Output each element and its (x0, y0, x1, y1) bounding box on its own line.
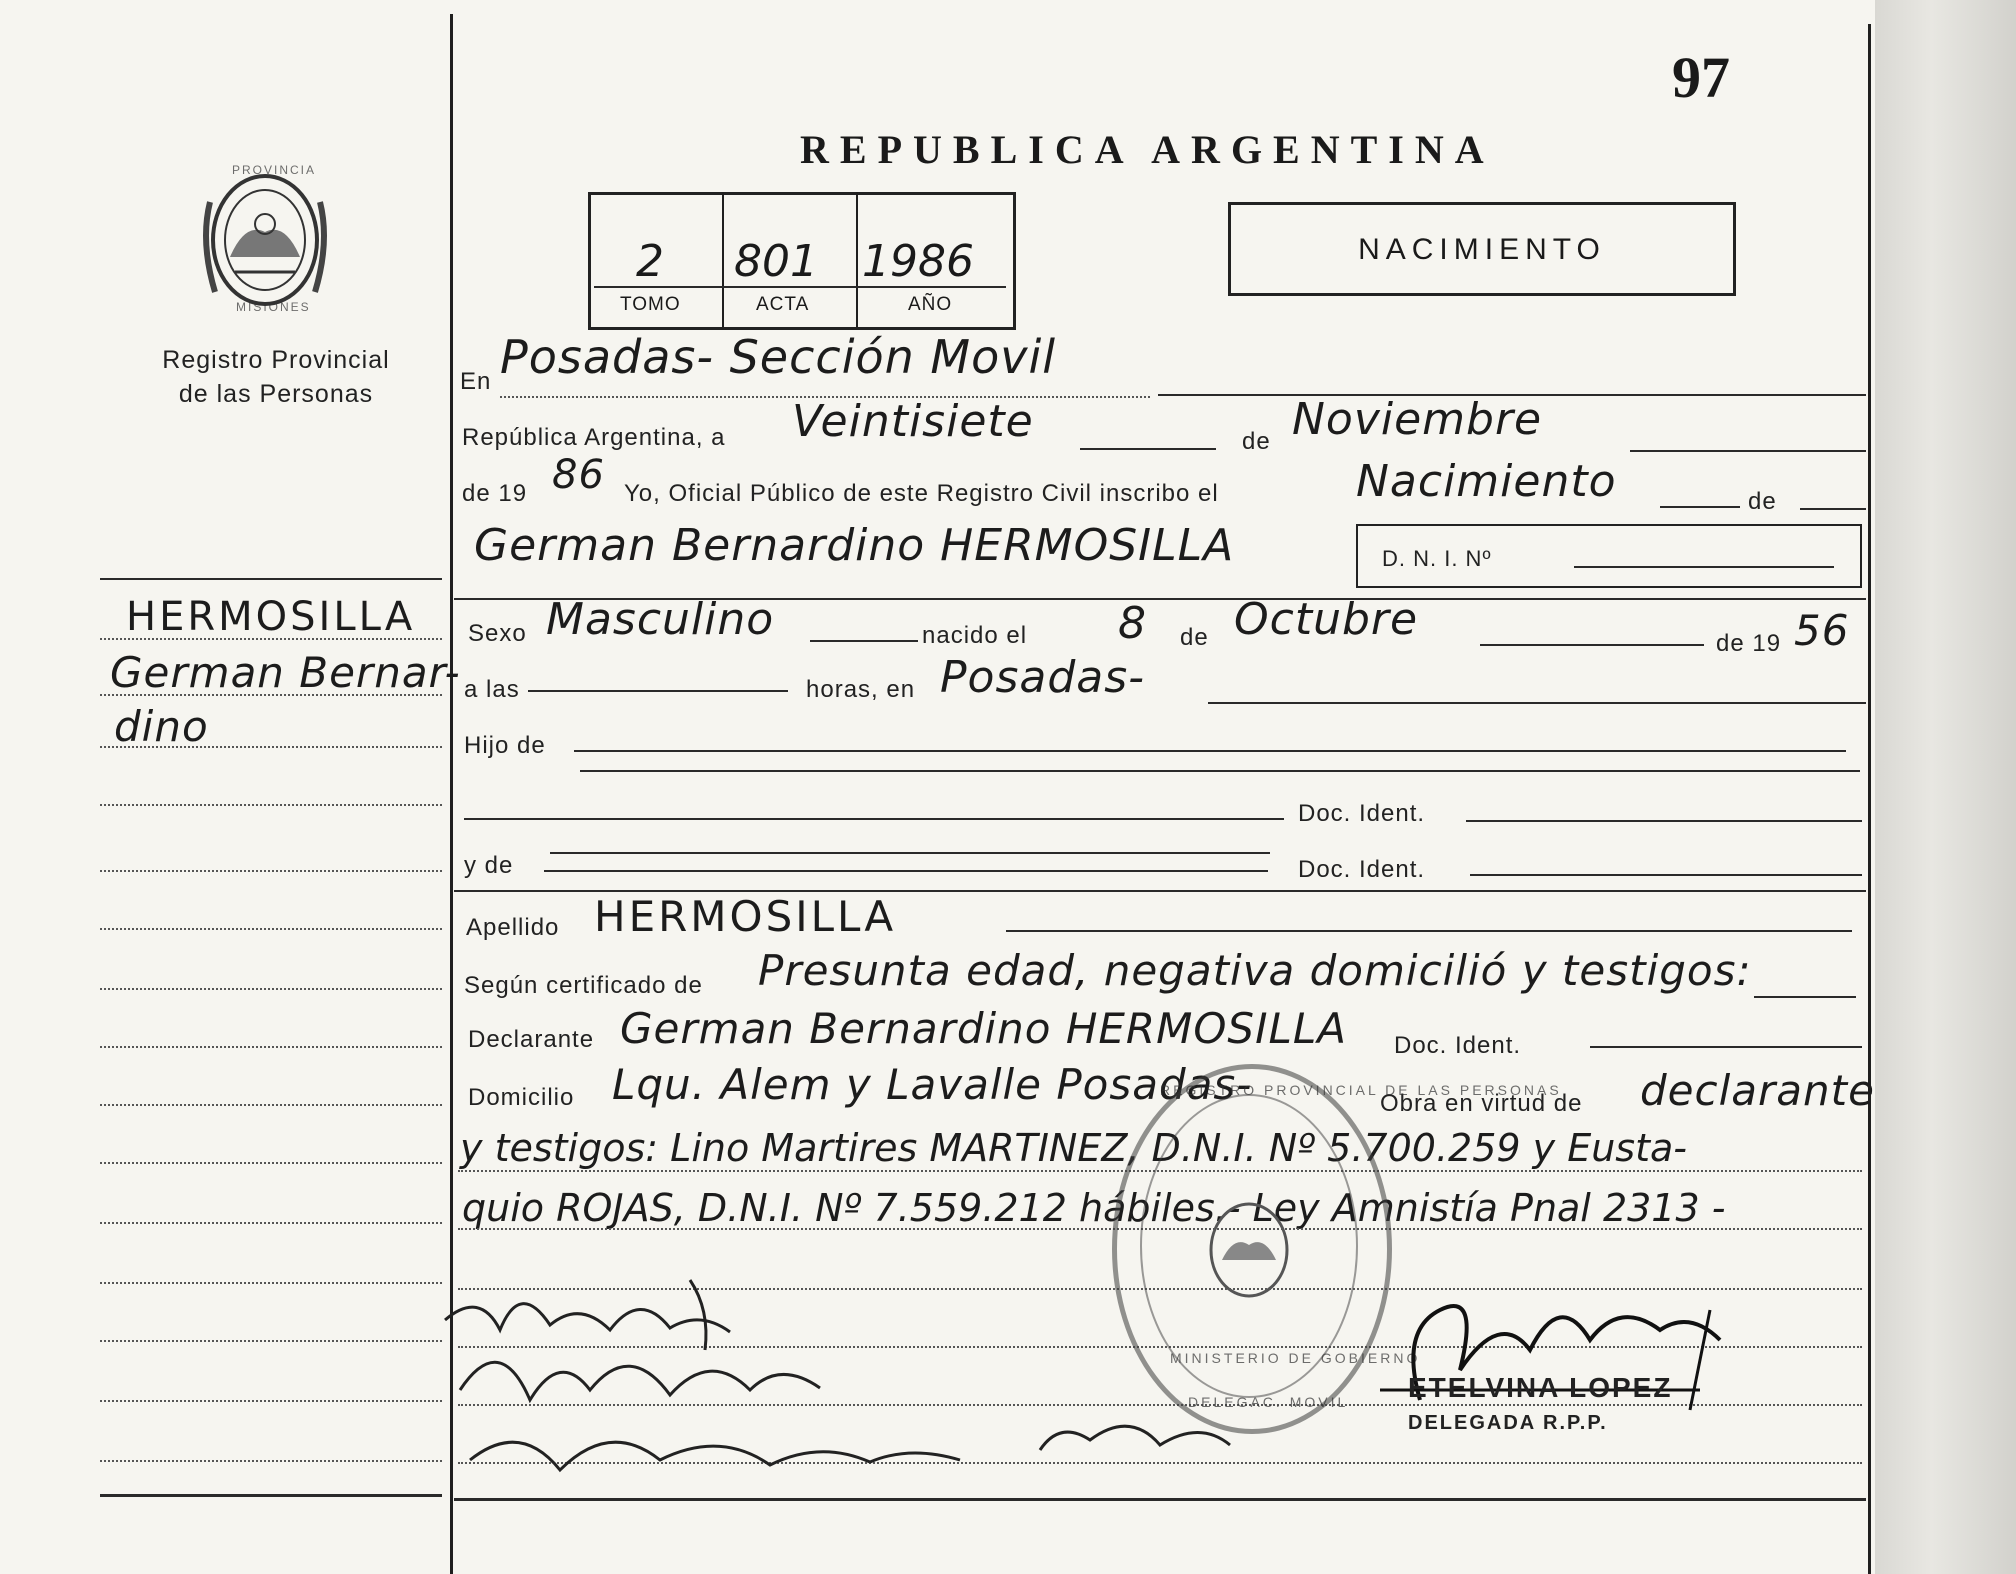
label-declarante: Declarante (468, 1026, 595, 1053)
margin-line (100, 1460, 442, 1462)
label-doc-ident-declarant: Doc. Ident. (1394, 1032, 1522, 1059)
birth-day: 8 (1118, 598, 1147, 649)
margin-line (100, 1046, 442, 1048)
margin-line (100, 870, 442, 872)
margin-bottom-rule (100, 1494, 442, 1497)
label-hijo-de: Hijo de (464, 732, 546, 759)
margin-line (100, 988, 442, 990)
label-de: de (1748, 488, 1777, 515)
label-dni: D. N. I. Nº (1382, 546, 1492, 571)
label-de-19-birth: de 19 (1716, 630, 1782, 657)
address-value: Lqu. Alem y Lavalle Posadas- (612, 1060, 1253, 1109)
continuation-line-1: y testigos: Lino Martires MARTINEZ, D.N.I. Nº 5.700.259 y Eusta- (460, 1126, 1688, 1170)
tomo-value: 2 (636, 236, 664, 287)
label-horas-en: horas, en (806, 676, 916, 703)
declarant-value: German Bernardino HERMOSILLA (620, 1004, 1347, 1053)
label-y-de: y de (464, 852, 514, 879)
registry-name-line1: Registro Provincial (162, 346, 390, 374)
margin-line (100, 1162, 442, 1164)
margin-line (100, 1400, 442, 1402)
stamp-inner-text: MINISTERIO DE GOBIERNO (1170, 1350, 1421, 1366)
margin-line (100, 1104, 442, 1106)
page-edge (1875, 0, 2016, 1574)
acta-value: 801 (734, 236, 818, 287)
field-line (810, 640, 918, 642)
ano-value: 1986 (862, 236, 974, 287)
person-name: German Bernardino HERMOSILLA (474, 520, 1235, 571)
field-line (1660, 506, 1740, 508)
registration-day: Veintisiete (792, 396, 1034, 447)
margin-top-rule (100, 578, 442, 580)
label-doc-ident: Doc. Ident. (1298, 800, 1426, 827)
field-line (574, 750, 1846, 752)
field-line (528, 690, 788, 692)
label-yo-oficial: Yo, Oficial Público de este Registro Civil inscribo el (624, 480, 1219, 507)
field-line (1006, 930, 1852, 932)
label-nacido-el: nacido el (922, 622, 1028, 649)
label-apellido: Apellido (466, 914, 560, 941)
province-seal (190, 162, 340, 322)
label-segun-certificado: Según certificado de (464, 972, 703, 999)
seal-bottom-text: MISIONES (236, 300, 311, 314)
label-domicilio: Domicilio (468, 1084, 575, 1111)
record-type-box (1228, 202, 1736, 296)
place-value: Posadas- Sección Movil (500, 330, 1057, 384)
field-line (550, 852, 1270, 854)
registry-name-line2: de las Personas (178, 380, 374, 408)
field-line (1630, 450, 1866, 452)
continuation-line-2: quio ROJAS, D.N.I. Nº 7.559.212 hábiles.- Ley Amnistía Pnal 2313 - (462, 1186, 1726, 1230)
field-line (1480, 644, 1704, 646)
field-line (1754, 996, 1856, 998)
birth-place: Posadas- (940, 652, 1146, 703)
field-line (1590, 1046, 1862, 1048)
registration-year: 86 (552, 452, 605, 498)
registration-month: Noviembre (1292, 394, 1543, 445)
label-en: En (460, 368, 492, 395)
field-line (1466, 820, 1862, 822)
field-line (1800, 508, 1866, 510)
delegate-title: DELEGADA R.P.P. (1408, 1412, 1608, 1434)
country-title: REPUBLICA ARGENTINA (800, 127, 1495, 172)
stamp-bottom-text: DELEGAC. MOVIL (1188, 1394, 1349, 1410)
label-doc-ident-mother: Doc. Ident. (1298, 856, 1426, 883)
label-de: de (1242, 428, 1271, 455)
seal-top-text: PROVINCIA (232, 163, 317, 177)
obra-en-virtud-value: declarante (1640, 1066, 1875, 1115)
delegate-name: ETELVINA LOPEZ (1408, 1372, 1673, 1403)
label-a-las: a las (464, 676, 520, 703)
margin-surname: HERMOSILLA (126, 594, 416, 640)
field-line (580, 770, 1860, 772)
margin-line (100, 928, 442, 930)
field-line (1208, 702, 1866, 704)
label-republica-a: República Argentina, a (462, 424, 726, 451)
margin-line (100, 1340, 442, 1342)
field-line (544, 870, 1268, 872)
margin-given-names: German Bernar- (110, 648, 461, 697)
margin-line (100, 1222, 442, 1224)
page-right-border (1868, 24, 1871, 1574)
registry-name (100, 343, 452, 411)
acta-label: ACTA (756, 294, 810, 315)
page-number: 97 (1672, 45, 1730, 110)
label-de: de (1180, 624, 1209, 651)
surname-value: HERMOSILLA (594, 892, 897, 941)
ano-label: AÑO (908, 294, 953, 315)
act-type: Nacimiento (1356, 456, 1617, 507)
record-box-divider (856, 192, 858, 327)
field-line (464, 818, 1284, 820)
field-line (1470, 874, 1862, 876)
sex-value: Masculino (546, 594, 775, 645)
record-box-divider (722, 192, 724, 327)
province-seal-icon (190, 162, 340, 322)
field-line (1080, 448, 1216, 450)
field-line (1574, 566, 1834, 568)
margin-line (100, 1282, 442, 1284)
tomo-label: TOMO (620, 294, 681, 315)
stamp-emblem-icon (1204, 1200, 1294, 1300)
margin-given-names-cont: dino (114, 702, 209, 751)
birth-month: Octubre (1234, 594, 1419, 645)
label-obra-en-virtud: Obra en virtud de (1380, 1090, 1583, 1117)
label-sexo: Sexo (468, 620, 527, 647)
stamp-text: REGISTRO PROVINCIAL DE LAS PERSONAS (1160, 1082, 1562, 1098)
margin-line (100, 804, 442, 806)
body-bottom-rule (454, 1498, 1866, 1501)
label-de-19: de 19 (462, 480, 528, 507)
record-type: NACIMIENTO (1358, 233, 1606, 266)
certificate-value: Presunta edad, negativa domicilió y testigos: (758, 946, 1752, 995)
birth-year: 56 (1794, 606, 1850, 655)
